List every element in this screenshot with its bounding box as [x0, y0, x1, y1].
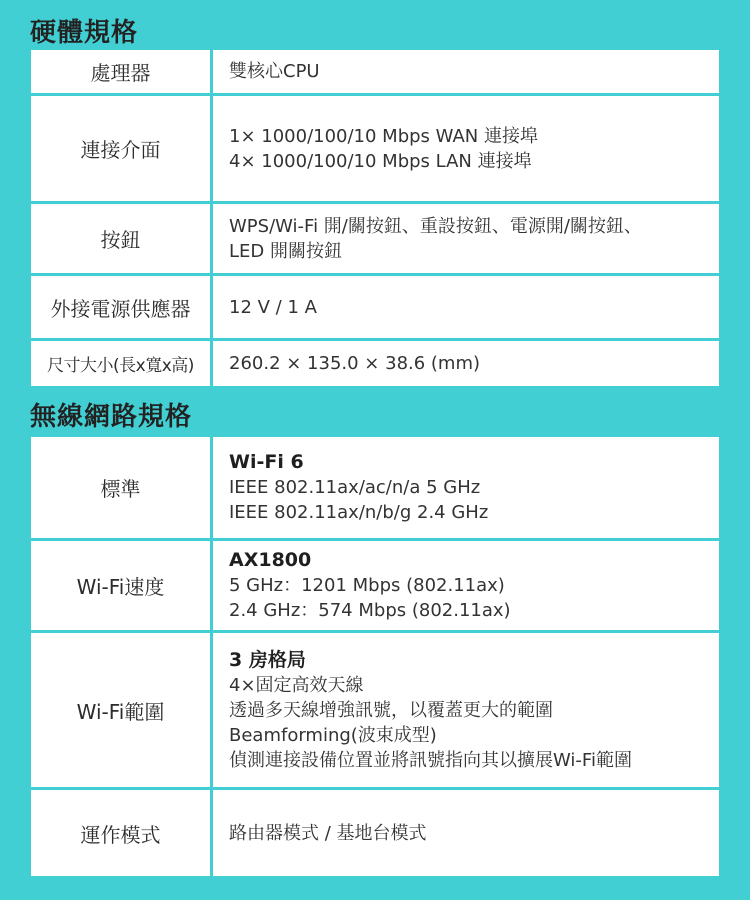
spec-value: [213, 633, 719, 787]
wireless-spec-table: [31, 437, 719, 876]
spec-row-dimensions: [31, 341, 719, 386]
spec-value: [213, 276, 719, 338]
spec-value: [213, 50, 719, 93]
spec-value-line: Beamforming(波束成型): [229, 724, 437, 746]
spec-row-standard: [31, 437, 719, 541]
hardware-section-title: 硬體規格: [30, 18, 139, 48]
spec-value-line: 路由器模式 / 基地台模式: [229, 822, 427, 844]
spec-value: [213, 790, 719, 876]
spec-label: 標準: [31, 437, 213, 538]
spec-value-line: 12 V / 1 A: [229, 296, 317, 318]
spec-row-power: [31, 276, 719, 341]
spec-label: 處理器: [31, 50, 213, 93]
spec-label: 連接介面: [31, 96, 213, 201]
spec-row-processor: [31, 50, 719, 96]
spec-value-heading: AX1800: [229, 549, 312, 571]
spec-value: [213, 204, 719, 273]
spec-value-line: WPS/Wi-Fi 開/關按鈕、重設按鈕、電源開/關按鈕、: [229, 215, 642, 237]
spec-label: 按鈕: [31, 204, 213, 273]
spec-value: [213, 341, 719, 386]
spec-label: 運作模式: [31, 790, 213, 876]
spec-value-line: 雙核心CPU: [229, 61, 320, 82]
spec-row-wifi-speed: [31, 541, 719, 633]
spec-value-heading: Wi-Fi 6: [229, 451, 304, 473]
spec-value-line: LED 開關按鈕: [229, 240, 342, 262]
spec-label: 尺寸大小(長x寬x高): [31, 341, 213, 386]
spec-label: Wi-Fi速度: [31, 541, 213, 630]
spec-value: [213, 541, 719, 630]
spec-value-line: 2.4 GHz：574 Mbps (802.11ax): [229, 600, 511, 621]
spec-value-line: 260.2 × 135.0 × 38.6 (mm): [229, 353, 481, 374]
spec-row-operation-mode: [31, 790, 719, 876]
spec-value-line: IEEE 802.11ax/ac/n/a 5 GHz: [229, 477, 481, 498]
spec-value-line: IEEE 802.11ax/n/b/g 2.4 GHz: [229, 502, 489, 523]
spec-value: [213, 96, 719, 201]
spec-value-line: 4×固定高效天線: [229, 674, 364, 696]
spec-value-line: 4× 1000/100/10 Mbps LAN 連接埠: [229, 150, 532, 172]
spec-row-wifi-range: [31, 633, 719, 790]
spec-label: Wi-Fi範圍: [31, 633, 213, 787]
hardware-spec-table: [31, 50, 719, 386]
spec-value-line: 偵測連接設備位置並將訊號指向其以擴展Wi-Fi範圍: [229, 749, 632, 771]
spec-row-buttons: [31, 204, 719, 276]
spec-value: [213, 437, 719, 538]
spec-label: 外接電源供應器: [31, 276, 213, 338]
wireless-section-title: 無線網路規格: [30, 402, 193, 432]
spec-value-heading: 3 房格局: [229, 648, 306, 671]
spec-row-interface: [31, 96, 719, 204]
spec-value-line: 透過多天線增強訊號，以覆蓋更大的範圍: [229, 699, 553, 721]
spec-value-line: 5 GHz：1201 Mbps (802.11ax): [229, 575, 505, 596]
spec-value-line: 1× 1000/100/10 Mbps WAN 連接埠: [229, 125, 538, 147]
